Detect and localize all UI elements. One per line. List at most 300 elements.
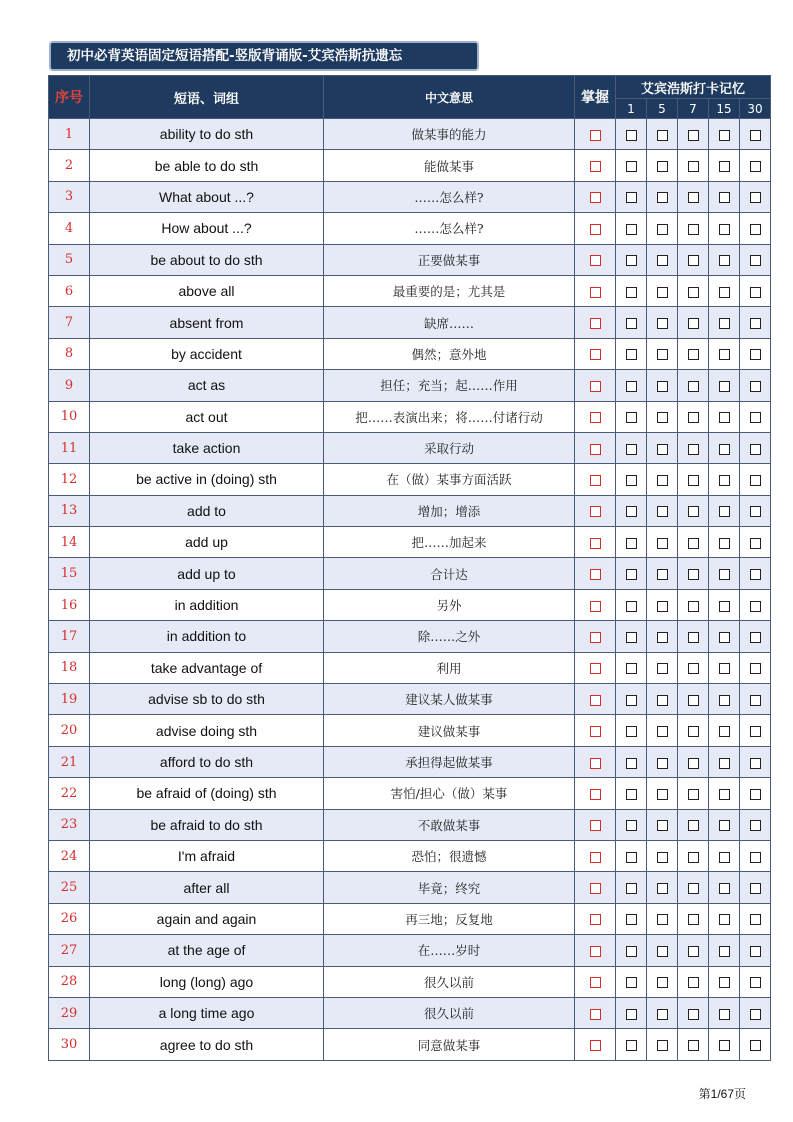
review-cell [616,903,647,934]
review-checkbox-day-7[interactable] [688,349,699,360]
review-checkbox-day-1[interactable] [626,663,637,674]
review-checkbox-day-30[interactable] [750,695,761,706]
master-cell [575,119,616,150]
review-cell [678,338,709,369]
review-checkbox-day-30[interactable] [750,224,761,235]
review-cell [616,621,647,652]
review-cell [740,715,771,746]
review-checkbox-day-7[interactable] [688,977,699,988]
review-checkbox-day-7[interactable] [688,726,699,737]
review-checkbox-day-30[interactable] [750,663,761,674]
review-checkbox-day-1[interactable] [626,820,637,831]
master-cell [575,840,616,871]
review-checkbox-day-7[interactable] [688,789,699,800]
review-cell [616,338,647,369]
master-checkbox[interactable] [590,444,601,455]
review-checkbox-day-15[interactable] [719,192,730,203]
row-number: 25 [49,872,90,903]
phrase-text: advise doing sth [90,715,324,746]
review-checkbox-day-1[interactable] [626,1040,637,1051]
review-checkbox-day-5[interactable] [657,1009,668,1020]
review-checkbox-day-5[interactable] [657,506,668,517]
review-checkbox-day-15[interactable] [719,663,730,674]
phrase-text: add to [90,495,324,526]
review-checkbox-day-5[interactable] [657,852,668,863]
review-checkbox-day-30[interactable] [750,287,761,298]
review-checkbox-day-30[interactable] [750,161,761,172]
page-title: 初中必背英语固定短语搭配-竖版背诵版-艾宾浩斯抗遗忘 [49,41,479,71]
review-cell [709,872,740,903]
phrase-text: again and again [90,903,324,934]
review-checkbox-day-5[interactable] [657,632,668,643]
review-cell [709,746,740,777]
master-checkbox[interactable] [590,349,601,360]
review-checkbox-day-7[interactable] [688,287,699,298]
review-checkbox-day-1[interactable] [626,726,637,737]
review-checkbox-day-15[interactable] [719,506,730,517]
table-row [49,150,771,181]
master-checkbox[interactable] [590,883,601,894]
review-checkbox-day-5[interactable] [657,977,668,988]
review-checkbox-day-7[interactable] [688,318,699,329]
meaning-text: 在……岁时 [324,935,575,966]
review-checkbox-day-5[interactable] [657,475,668,486]
master-cell [575,432,616,463]
review-cell [616,778,647,809]
master-cell [575,715,616,746]
review-cell [678,778,709,809]
review-checkbox-day-1[interactable] [626,632,637,643]
review-checkbox-day-1[interactable] [626,538,637,549]
phrase-text: a long time ago [90,997,324,1028]
master-checkbox[interactable] [590,224,601,235]
review-checkbox-day-5[interactable] [657,758,668,769]
master-checkbox[interactable] [590,412,601,423]
row-number: 21 [49,746,90,777]
phrase-text: add up to [90,558,324,589]
master-cell [575,338,616,369]
review-checkbox-day-15[interactable] [719,349,730,360]
review-checkbox-day-15[interactable] [719,914,730,925]
review-cell [740,307,771,338]
meaning-text: 再三地；反复地 [324,903,575,934]
review-checkbox-day-5[interactable] [657,161,668,172]
review-cell [740,903,771,934]
review-checkbox-day-30[interactable] [750,318,761,329]
review-checkbox-day-15[interactable] [719,224,730,235]
meaning-text: 恐怕；很遗憾 [324,840,575,871]
review-checkbox-day-5[interactable] [657,789,668,800]
review-checkbox-day-1[interactable] [626,914,637,925]
review-checkbox-day-7[interactable] [688,506,699,517]
row-number: 5 [49,244,90,275]
page-number: 第1/67页 [698,1087,746,1101]
review-cell [709,903,740,934]
meaning-text: 除……之外 [324,621,575,652]
review-cell [678,527,709,558]
review-checkbox-day-1[interactable] [626,255,637,266]
master-cell [575,997,616,1028]
review-checkbox-day-1[interactable] [626,130,637,141]
review-checkbox-day-1[interactable] [626,601,637,612]
review-cell [647,370,678,401]
review-checkbox-day-15[interactable] [719,538,730,549]
row-number: 24 [49,840,90,871]
review-checkbox-day-15[interactable] [719,883,730,894]
review-checkbox-day-30[interactable] [750,946,761,957]
review-cell [616,840,647,871]
review-checkbox-day-5[interactable] [657,349,668,360]
review-cell [678,840,709,871]
review-checkbox-day-7[interactable] [688,569,699,580]
table-row [49,275,771,306]
review-cell [616,589,647,620]
review-checkbox-day-1[interactable] [626,412,637,423]
review-checkbox-day-15[interactable] [719,789,730,800]
master-checkbox[interactable] [590,255,601,266]
review-checkbox-day-5[interactable] [657,883,668,894]
review-checkbox-day-15[interactable] [719,161,730,172]
review-cell [647,307,678,338]
review-cell [709,432,740,463]
review-checkbox-day-5[interactable] [657,569,668,580]
meaning-text: 把……表演出来；将……付诸行动 [324,401,575,432]
review-checkbox-day-30[interactable] [750,914,761,925]
master-checkbox[interactable] [590,1009,601,1020]
master-checkbox[interactable] [590,381,601,392]
review-checkbox-day-7[interactable] [688,255,699,266]
review-checkbox-day-1[interactable] [626,758,637,769]
review-checkbox-day-30[interactable] [750,726,761,737]
master-cell [575,401,616,432]
review-cell [616,370,647,401]
review-checkbox-day-15[interactable] [719,412,730,423]
master-checkbox[interactable] [590,161,601,172]
review-checkbox-day-30[interactable] [750,349,761,360]
review-cell [678,746,709,777]
review-checkbox-day-7[interactable] [688,883,699,894]
review-checkbox-day-7[interactable] [688,914,699,925]
master-cell [575,1029,616,1060]
phrase-text: ability to do sth [90,119,324,150]
review-cell [709,589,740,620]
review-checkbox-day-5[interactable] [657,726,668,737]
review-checkbox-day-1[interactable] [626,475,637,486]
review-checkbox-day-15[interactable] [719,1009,730,1020]
meaning-text: 缺席…… [324,307,575,338]
review-checkbox-day-30[interactable] [750,412,761,423]
review-checkbox-day-1[interactable] [626,883,637,894]
review-checkbox-day-7[interactable] [688,946,699,957]
review-cell [740,652,771,683]
review-checkbox-day-15[interactable] [719,444,730,455]
meaning-text: 在（做）某事方面活跃 [324,464,575,495]
master-cell [575,746,616,777]
meaning-text: 毕竟；终究 [324,872,575,903]
review-cell [616,1029,647,1060]
review-checkbox-day-7[interactable] [688,412,699,423]
table-row [49,589,771,620]
table-row [49,244,771,275]
master-checkbox[interactable] [590,852,601,863]
table-row [49,935,771,966]
table-row [49,746,771,777]
review-checkbox-day-15[interactable] [719,726,730,737]
review-checkbox-day-5[interactable] [657,224,668,235]
phrase-text: long (long) ago [90,966,324,997]
review-checkbox-day-7[interactable] [688,538,699,549]
review-cell [740,432,771,463]
table-row [49,181,771,212]
master-cell [575,621,616,652]
review-checkbox-day-7[interactable] [688,161,699,172]
review-checkbox-day-5[interactable] [657,1040,668,1051]
review-checkbox-day-15[interactable] [719,601,730,612]
review-cell [616,495,647,526]
master-checkbox[interactable] [590,789,601,800]
review-cell [616,715,647,746]
review-checkbox-day-7[interactable] [688,444,699,455]
review-checkbox-day-1[interactable] [626,287,637,298]
review-checkbox-day-30[interactable] [750,506,761,517]
phrase-text: above all [90,275,324,306]
review-checkbox-day-15[interactable] [719,977,730,988]
review-checkbox-day-1[interactable] [626,161,637,172]
review-cell [678,150,709,181]
review-checkbox-day-1[interactable] [626,224,637,235]
master-checkbox[interactable] [590,758,601,769]
review-cell [678,1029,709,1060]
review-checkbox-day-5[interactable] [657,538,668,549]
phrase-text: take action [90,432,324,463]
review-checkbox-day-1[interactable] [626,852,637,863]
review-checkbox-day-30[interactable] [750,255,761,266]
review-cell [740,213,771,244]
review-cell [678,715,709,746]
review-checkbox-day-30[interactable] [750,381,761,392]
review-checkbox-day-5[interactable] [657,287,668,298]
master-checkbox[interactable] [590,569,601,580]
master-checkbox[interactable] [590,726,601,737]
review-cell [678,872,709,903]
master-checkbox[interactable] [590,192,601,203]
review-checkbox-day-15[interactable] [719,946,730,957]
review-cell [740,935,771,966]
review-checkbox-day-1[interactable] [626,695,637,706]
review-checkbox-day-1[interactable] [626,569,637,580]
master-checkbox[interactable] [590,632,601,643]
header-meaning: 中文意思 [324,76,575,119]
review-checkbox-day-7[interactable] [688,758,699,769]
review-checkbox-day-1[interactable] [626,1009,637,1020]
review-checkbox-day-7[interactable] [688,130,699,141]
review-checkbox-day-15[interactable] [719,255,730,266]
review-checkbox-day-7[interactable] [688,852,699,863]
review-checkbox-day-5[interactable] [657,130,668,141]
review-checkbox-day-30[interactable] [750,1040,761,1051]
review-cell [616,652,647,683]
review-checkbox-day-30[interactable] [750,883,761,894]
review-checkbox-day-1[interactable] [626,977,637,988]
review-cell [709,307,740,338]
review-cell [678,401,709,432]
review-checkbox-day-1[interactable] [626,789,637,800]
master-checkbox[interactable] [590,695,601,706]
review-checkbox-day-7[interactable] [688,695,699,706]
review-checkbox-day-15[interactable] [719,632,730,643]
review-checkbox-day-15[interactable] [719,852,730,863]
review-cell [740,464,771,495]
review-checkbox-day-15[interactable] [719,758,730,769]
review-cell [647,401,678,432]
review-checkbox-day-30[interactable] [750,632,761,643]
review-checkbox-day-15[interactable] [719,130,730,141]
row-number: 22 [49,778,90,809]
review-checkbox-day-7[interactable] [688,632,699,643]
review-cell [678,652,709,683]
master-cell [575,935,616,966]
review-checkbox-day-5[interactable] [657,444,668,455]
review-checkbox-day-1[interactable] [626,506,637,517]
row-number: 16 [49,589,90,620]
review-cell [647,464,678,495]
master-cell [575,903,616,934]
review-checkbox-day-15[interactable] [719,820,730,831]
review-cell [740,966,771,997]
master-cell [575,589,616,620]
review-checkbox-day-5[interactable] [657,381,668,392]
master-checkbox[interactable] [590,287,601,298]
review-checkbox-day-15[interactable] [719,695,730,706]
review-checkbox-day-5[interactable] [657,601,668,612]
review-checkbox-day-30[interactable] [750,977,761,988]
review-checkbox-day-15[interactable] [719,381,730,392]
master-checkbox[interactable] [590,946,601,957]
phrase-text: add up [90,527,324,558]
review-checkbox-day-30[interactable] [750,601,761,612]
master-checkbox[interactable] [590,506,601,517]
master-checkbox[interactable] [590,318,601,329]
review-checkbox-day-30[interactable] [750,538,761,549]
review-checkbox-day-7[interactable] [688,381,699,392]
review-checkbox-day-7[interactable] [688,1009,699,1020]
master-checkbox[interactable] [590,1040,601,1051]
review-cell [616,935,647,966]
review-cell [740,244,771,275]
review-checkbox-day-7[interactable] [688,192,699,203]
review-checkbox-day-7[interactable] [688,475,699,486]
review-checkbox-day-5[interactable] [657,695,668,706]
master-checkbox[interactable] [590,977,601,988]
master-checkbox[interactable] [590,914,601,925]
review-checkbox-day-1[interactable] [626,444,637,455]
master-checkbox[interactable] [590,538,601,549]
review-checkbox-day-15[interactable] [719,1040,730,1051]
phrase-text: act out [90,401,324,432]
review-checkbox-day-7[interactable] [688,663,699,674]
review-checkbox-day-5[interactable] [657,192,668,203]
master-checkbox[interactable] [590,663,601,674]
review-checkbox-day-1[interactable] [626,192,637,203]
meaning-text: 同意做某事 [324,1029,575,1060]
phrase-text: What about ...? [90,181,324,212]
review-checkbox-day-5[interactable] [657,412,668,423]
review-checkbox-day-30[interactable] [750,569,761,580]
review-checkbox-day-1[interactable] [626,946,637,957]
master-cell [575,244,616,275]
review-checkbox-day-5[interactable] [657,663,668,674]
master-checkbox[interactable] [590,820,601,831]
row-number: 18 [49,652,90,683]
review-checkbox-day-7[interactable] [688,1040,699,1051]
review-cell [709,715,740,746]
review-checkbox-day-15[interactable] [719,287,730,298]
review-checkbox-day-7[interactable] [688,820,699,831]
meaning-text: 很久以前 [324,966,575,997]
review-cell [647,244,678,275]
table-row [49,558,771,589]
phrase-text: be afraid of (doing) sth [90,778,324,809]
meaning-text: 很久以前 [324,997,575,1028]
review-cell [709,840,740,871]
review-checkbox-day-5[interactable] [657,946,668,957]
review-cell [647,213,678,244]
review-checkbox-day-30[interactable] [750,1009,761,1020]
review-checkbox-day-30[interactable] [750,130,761,141]
review-cell [709,464,740,495]
row-number: 12 [49,464,90,495]
review-cell [709,527,740,558]
review-checkbox-day-7[interactable] [688,601,699,612]
review-checkbox-day-5[interactable] [657,820,668,831]
review-cell [740,997,771,1028]
review-checkbox-day-5[interactable] [657,318,668,329]
master-cell [575,684,616,715]
master-cell [575,464,616,495]
review-checkbox-day-1[interactable] [626,318,637,329]
review-checkbox-day-30[interactable] [750,475,761,486]
master-checkbox[interactable] [590,475,601,486]
row-number: 29 [49,997,90,1028]
review-checkbox-day-30[interactable] [750,789,761,800]
master-cell [575,872,616,903]
phrase-text: I'm afraid [90,840,324,871]
review-checkbox-day-1[interactable] [626,349,637,360]
review-checkbox-day-15[interactable] [719,318,730,329]
master-checkbox[interactable] [590,601,601,612]
review-checkbox-day-5[interactable] [657,914,668,925]
review-checkbox-day-30[interactable] [750,852,761,863]
review-cell [678,370,709,401]
review-checkbox-day-30[interactable] [750,192,761,203]
table-row [49,338,771,369]
master-checkbox[interactable] [590,130,601,141]
review-checkbox-day-15[interactable] [719,569,730,580]
review-checkbox-day-7[interactable] [688,224,699,235]
review-checkbox-day-30[interactable] [750,444,761,455]
phrase-text: be able to do sth [90,150,324,181]
review-cell [616,181,647,212]
review-checkbox-day-30[interactable] [750,758,761,769]
review-checkbox-day-15[interactable] [719,475,730,486]
review-checkbox-day-5[interactable] [657,255,668,266]
review-cell [740,119,771,150]
review-checkbox-day-30[interactable] [750,820,761,831]
review-cell [616,746,647,777]
review-cell [678,621,709,652]
review-checkbox-day-1[interactable] [626,381,637,392]
meaning-text: 把……加起来 [324,527,575,558]
